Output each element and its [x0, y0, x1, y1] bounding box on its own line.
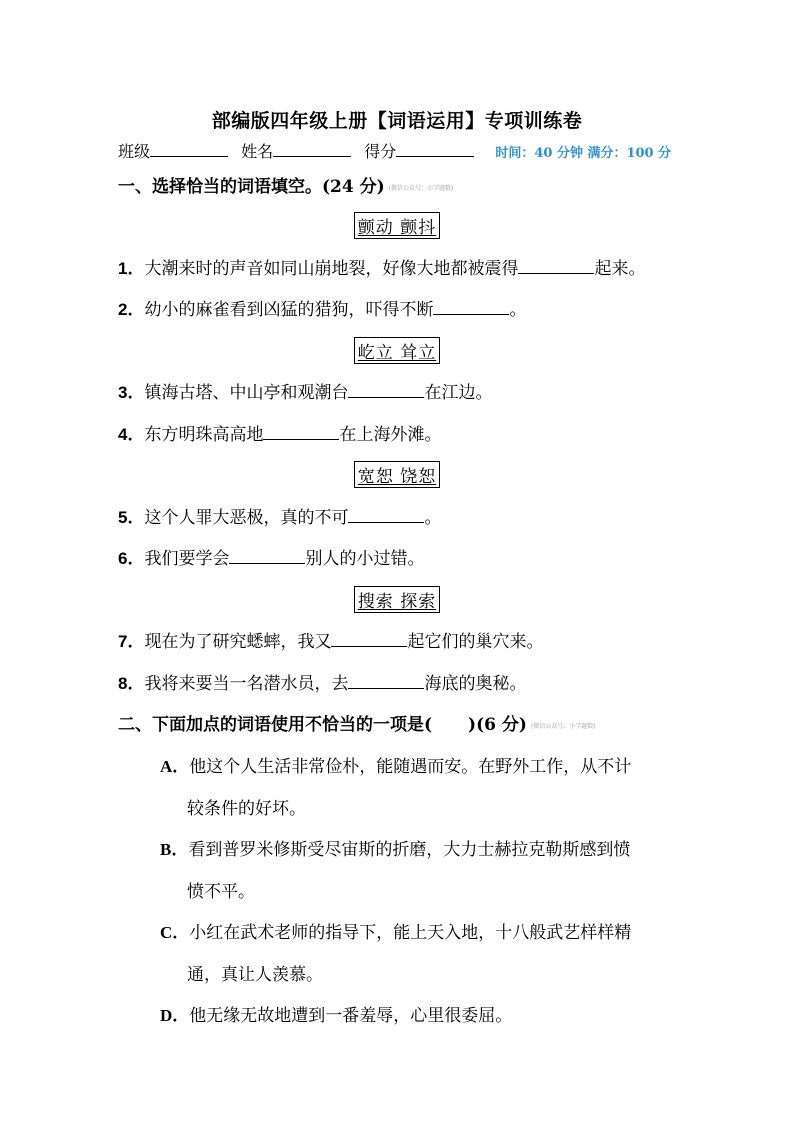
name-blank[interactable]	[273, 142, 351, 157]
name-label: 姓名	[241, 142, 274, 161]
option-b: B．看到普罗米修斯受尽宙斯的折磨，大力士赫拉克勒斯感到愤	[160, 840, 631, 860]
question-5: 5．这个人罪大恶极，真的不可 。	[118, 508, 442, 528]
question-7: 7．现在为了研究蟋蟀，我又 起它们的巢穴来。	[118, 632, 544, 652]
time-info: 时间：40 分钟 满分：100 分	[495, 146, 672, 161]
answer-blank[interactable]	[263, 425, 339, 440]
option-a-continued: 较条件的好坏。	[187, 799, 306, 819]
answer-blank[interactable]	[229, 549, 305, 564]
word-box-1: 颤动 颤抖	[0, 212, 794, 239]
score-blank[interactable]	[396, 142, 474, 157]
class-label: 班级	[118, 142, 151, 161]
section-2-heading: 二、下面加点的词语使用不恰当的一项是( )(6 分) (微信公众号：小学题数)	[118, 715, 596, 735]
answer-blank[interactable]	[331, 632, 407, 647]
question-1: 1．大潮来时的声音如同山崩地裂，好像大地都被震得 起来。	[118, 259, 646, 279]
option-c: C．小红在武术老师的指导下，能上天入地，十八般武艺样样精	[160, 923, 632, 943]
watermark: (微信公众号：小学题数)	[530, 723, 596, 730]
page-title: 部编版四年级上册【词语运用】专项训练卷	[211, 110, 583, 132]
word-box-2: 屹立 耸立	[0, 337, 794, 364]
student-info-row	[118, 139, 678, 162]
word-box-3: 宽恕 饶恕	[0, 461, 794, 488]
section-1-heading: 一、选择恰当的词语填空。(24 分) (微信公众号：小学题数)	[118, 177, 454, 197]
option-a: A．他这个人生活非常俭朴，能随遇而安。在野外工作，从不计	[160, 757, 632, 777]
option-d: D．他无缘无故地遭到一番羞辱，心里很委屈。	[160, 1006, 513, 1026]
answer-blank[interactable]	[348, 674, 424, 689]
answer-blank[interactable]	[518, 259, 594, 274]
watermark: (微信公众号：小学题数)	[388, 185, 454, 192]
question-2: 2．幼小的麻雀看到凶猛的猎狗，吓得不断 。	[118, 300, 527, 320]
option-b-continued: 愤不平。	[187, 882, 255, 902]
answer-blank[interactable]	[348, 383, 424, 398]
class-blank[interactable]	[150, 142, 228, 157]
option-c-continued: 通，真让人羡慕。	[187, 965, 323, 985]
score-label: 得分	[364, 142, 397, 161]
question-8: 8．我将来要当一名潜水员，去 海底的奥秘。	[118, 674, 527, 694]
question-6: 6．我们要学会 别人的小过错。	[118, 549, 425, 569]
answer-blank[interactable]	[348, 508, 424, 523]
question-3: 3．镇海古塔、中山亭和观潮台 在江边。	[118, 383, 493, 403]
word-box-4: 搜索 探索	[0, 586, 794, 613]
answer-blank[interactable]	[433, 300, 509, 315]
question-4: 4．东方明珠高高地 在上海外滩。	[118, 425, 442, 445]
